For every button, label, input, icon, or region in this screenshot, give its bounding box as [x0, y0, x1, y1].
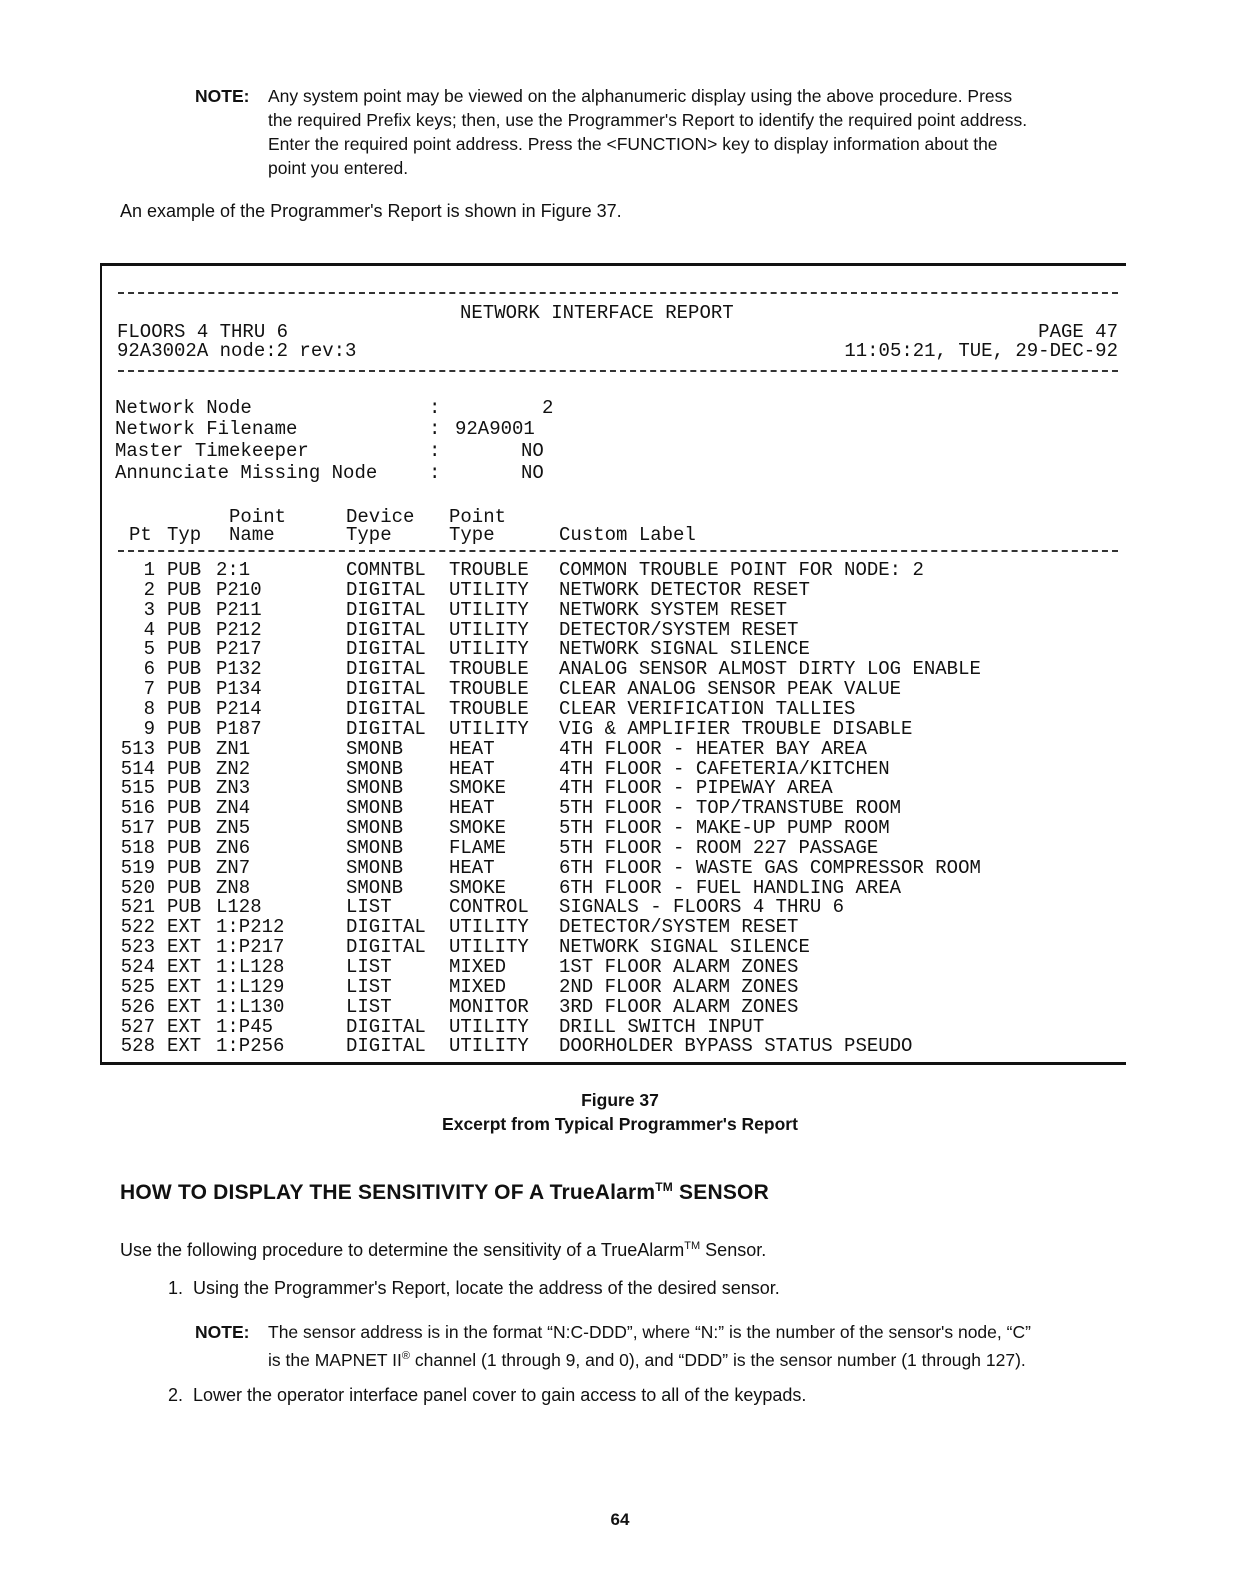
- col-header-point-type: Point: [449, 506, 507, 528]
- col-header-type: Type: [449, 524, 495, 546]
- cell-pt: 514: [120, 757, 155, 780]
- report-header-node: 92A3002A node:2 rev:3: [117, 340, 357, 362]
- cell-typ: PUB: [167, 559, 202, 581]
- cell-device: LIST: [346, 995, 392, 1018]
- cell-ptype: TROUBLE: [449, 658, 529, 681]
- cell-label: VIG & AMPLIFIER TROUBLE DISABLE: [559, 717, 913, 740]
- step-1: [168, 1276, 780, 1300]
- cell-ptype: UTILITY: [449, 717, 529, 740]
- cell-label: COMMON TROUBLE POINT FOR NODE: 2: [559, 559, 924, 581]
- cell-name: ZN1: [216, 737, 251, 760]
- cell-ptype: TROUBLE: [449, 697, 529, 720]
- cell-typ: PUB: [167, 678, 202, 701]
- cell-device: DIGITAL: [346, 936, 426, 959]
- cell-ptype: SMOKE: [449, 777, 507, 800]
- cell-label: NETWORK DETECTOR RESET: [559, 578, 810, 601]
- col-header-device: Device: [346, 506, 415, 528]
- cell-pt: 524: [120, 956, 155, 978]
- cell-name: L128: [216, 896, 262, 919]
- info-value: NO: [521, 462, 544, 484]
- cell-name: P214: [216, 697, 262, 720]
- cell-pt: 528: [120, 1035, 155, 1058]
- cell-name: ZN3: [216, 777, 251, 800]
- note-line: the required Prefix keys; then, use the Programmer's Report to identify the required point address.: [268, 110, 1028, 130]
- cell-device: SMONB: [346, 757, 404, 780]
- cell-label: DETECTOR/SYSTEM RESET: [559, 618, 799, 641]
- dashed-divider: [118, 370, 1118, 372]
- cell-ptype: TROUBLE: [449, 678, 529, 701]
- cell-device: LIST: [346, 956, 392, 978]
- cell-pt: 513: [120, 737, 155, 760]
- sensor-address-note: [195, 1320, 1115, 1372]
- dashed-divider: [118, 550, 1118, 552]
- cell-label: 4TH FLOOR - HEATER BAY AREA: [559, 737, 867, 760]
- step-2: [168, 1383, 806, 1407]
- cell-pt: 526: [120, 995, 155, 1018]
- cell-device: SMONB: [346, 777, 404, 800]
- cell-device: COMNTBL: [346, 559, 426, 581]
- cell-ptype: UTILITY: [449, 578, 529, 601]
- info-value: NO: [521, 440, 544, 462]
- cell-ptype: MONITOR: [449, 995, 529, 1018]
- cell-device: DIGITAL: [346, 618, 426, 641]
- cell-name: 1:P256: [216, 1035, 285, 1058]
- cell-ptype: TROUBLE: [449, 559, 529, 581]
- cell-typ: PUB: [167, 697, 202, 720]
- cell-pt: 2: [143, 578, 155, 601]
- info-label: Annunciate Missing Node: [115, 462, 378, 484]
- cell-device: SMONB: [346, 836, 404, 859]
- info-value: 92A9001: [455, 418, 535, 440]
- cell-name: 1:L130: [216, 995, 285, 1018]
- cell-name: ZN5: [216, 817, 251, 840]
- cell-ptype: UTILITY: [449, 598, 529, 621]
- col-header-point: Point: [229, 506, 287, 528]
- cell-ptype: UTILITY: [449, 1035, 529, 1058]
- cell-name: 1:L128: [216, 956, 285, 978]
- cell-device: DIGITAL: [346, 1035, 426, 1058]
- cell-label: 1ST FLOOR ALARM ZONES: [559, 956, 799, 978]
- note-line: Enter the required point address. Press the <FUNCTION> key to display information about the: [268, 134, 998, 154]
- cell-name: ZN7: [216, 856, 251, 879]
- cell-name: P210: [216, 578, 262, 601]
- section-heading: HOW TO DISPLAY THE SENSITIVITY OF A TrueAlarm™ SENSOR: [120, 1180, 769, 1204]
- cell-device: DIGITAL: [346, 598, 426, 621]
- cell-ptype: HEAT: [449, 856, 495, 879]
- cell-typ: PUB: [167, 658, 202, 681]
- cell-pt: 521: [120, 896, 155, 919]
- report-page-number: PAGE 47: [1038, 321, 1118, 343]
- cell-ptype: MIXED: [449, 956, 507, 978]
- cell-typ: PUB: [167, 757, 202, 780]
- cell-typ: PUB: [167, 777, 202, 800]
- cell-device: DIGITAL: [346, 658, 426, 681]
- cell-pt: 520: [120, 876, 155, 899]
- cell-device: DIGITAL: [346, 678, 426, 701]
- cell-pt: 1: [143, 559, 155, 581]
- cell-pt: 5: [143, 638, 155, 661]
- info-value: 2: [542, 397, 554, 419]
- info-label: Network Node: [115, 397, 252, 419]
- cell-pt: 516: [120, 797, 155, 820]
- col-header-name: Name: [229, 524, 275, 546]
- cell-pt: 3: [143, 598, 155, 621]
- step-number: 2.: [168, 1385, 184, 1405]
- cell-typ: EXT: [167, 1015, 202, 1038]
- info-label: Master Timekeeper: [115, 440, 309, 462]
- cell-label: DRILL SWITCH INPUT: [559, 1015, 765, 1038]
- note-label: NOTE:: [195, 1322, 250, 1342]
- cell-pt: 525: [120, 975, 155, 998]
- cell-device: SMONB: [346, 876, 404, 899]
- col-header-device-type: Type: [346, 524, 392, 546]
- cell-typ: PUB: [167, 797, 202, 820]
- cell-device: LIST: [346, 896, 392, 919]
- cell-label: NETWORK SYSTEM RESET: [559, 598, 788, 621]
- note-line: is the MAPNET II® channel (1 through 9, and 0), and “DDD” is the sensor number (1 through 127).: [268, 1349, 1026, 1370]
- cell-name: ZN2: [216, 757, 251, 780]
- cell-typ: PUB: [167, 737, 202, 760]
- cell-label: NETWORK SIGNAL SILENCE: [559, 936, 810, 959]
- cell-ptype: UTILITY: [449, 618, 529, 641]
- cell-typ: PUB: [167, 638, 202, 661]
- cell-pt: 7: [143, 678, 155, 701]
- info-colon: :: [429, 418, 441, 440]
- info-colon: :: [429, 440, 441, 462]
- page-number: 64: [610, 1510, 630, 1529]
- programmers-report: [100, 263, 1126, 1065]
- cell-typ: EXT: [167, 975, 202, 998]
- figure-number: Figure 37: [581, 1090, 659, 1110]
- cell-typ: EXT: [167, 936, 202, 959]
- cell-pt: 8: [143, 697, 155, 720]
- cell-label: ANALOG SENSOR ALMOST DIRTY LOG ENABLE: [559, 658, 981, 681]
- col-header-custom-label: Custom Label: [559, 524, 696, 546]
- cell-label: 2ND FLOOR ALARM ZONES: [559, 975, 799, 998]
- cell-typ: EXT: [167, 995, 202, 1018]
- cell-name: ZN6: [216, 836, 251, 859]
- cell-label: 5TH FLOOR - ROOM 227 PASSAGE: [559, 836, 879, 859]
- col-header-pt: Pt: [129, 524, 152, 546]
- section-intro: Use the following procedure to determine the sensitivity of a TrueAlarm™ Sensor.: [120, 1240, 767, 1260]
- dashed-divider: [118, 292, 1118, 294]
- step-number: 1.: [168, 1278, 184, 1298]
- cell-pt: 523: [120, 936, 155, 959]
- cell-device: DIGITAL: [346, 916, 426, 939]
- cell-device: SMONB: [346, 817, 404, 840]
- cell-pt: 518: [120, 836, 155, 859]
- figure-caption: Excerpt from Typical Programmer's Report: [442, 1114, 798, 1134]
- cell-name: 1:P45: [216, 1015, 274, 1038]
- cell-typ: PUB: [167, 578, 202, 601]
- cell-device: DIGITAL: [346, 697, 426, 720]
- note-line: point you entered.: [268, 158, 409, 178]
- cell-label: SIGNALS - FLOORS 4 THRU 6: [559, 896, 845, 919]
- note-line: Any system point may be viewed on the alphanumeric display using the above procedure. Press: [268, 86, 1013, 106]
- cell-typ: PUB: [167, 717, 202, 740]
- cell-device: DIGITAL: [346, 578, 426, 601]
- cell-pt: 519: [120, 856, 155, 879]
- cell-device: SMONB: [346, 737, 404, 760]
- cell-label: 5TH FLOOR - TOP/TRANSTUBE ROOM: [559, 797, 902, 820]
- cell-ptype: UTILITY: [449, 936, 529, 959]
- info-colon: :: [429, 462, 441, 484]
- cell-ptype: SMOKE: [449, 817, 507, 840]
- cell-label: CLEAR ANALOG SENSOR PEAK VALUE: [559, 678, 902, 701]
- cell-ptype: HEAT: [449, 797, 495, 820]
- cell-label: 5TH FLOOR - MAKE-UP PUMP ROOM: [559, 817, 890, 840]
- cell-label: 4TH FLOOR - PIPEWAY AREA: [559, 777, 833, 800]
- cell-label: 4TH FLOOR - CAFETERIA/KITCHEN: [559, 757, 890, 780]
- cell-pt: 517: [120, 817, 155, 840]
- cell-typ: PUB: [167, 896, 202, 919]
- cell-pt: 515: [120, 777, 155, 800]
- cell-typ: PUB: [167, 618, 202, 641]
- cell-pt: 6: [143, 658, 155, 681]
- cell-label: 3RD FLOOR ALARM ZONES: [559, 995, 799, 1018]
- intro-paragraph: An example of the Programmer's Report is shown in Figure 37.: [120, 201, 622, 221]
- cell-device: SMONB: [346, 856, 404, 879]
- cell-label: CLEAR VERIFICATION TALLIES: [559, 697, 856, 720]
- cell-name: P187: [216, 717, 262, 740]
- cell-pt: 522: [120, 916, 155, 939]
- cell-device: SMONB: [346, 797, 404, 820]
- cell-ptype: FLAME: [449, 836, 507, 859]
- cell-device: DIGITAL: [346, 717, 426, 740]
- cell-label: NETWORK SIGNAL SILENCE: [559, 638, 810, 661]
- cell-typ: PUB: [167, 856, 202, 879]
- cell-typ: PUB: [167, 817, 202, 840]
- cell-typ: PUB: [167, 876, 202, 899]
- cell-ptype: MIXED: [449, 975, 507, 998]
- cell-ptype: UTILITY: [449, 1015, 529, 1038]
- info-label: Network Filename: [115, 418, 298, 440]
- cell-name: 1:L129: [216, 975, 285, 998]
- cell-typ: EXT: [167, 956, 202, 978]
- cell-name: P212: [216, 618, 262, 641]
- note-block: [195, 84, 1115, 180]
- cell-ptype: SMOKE: [449, 876, 507, 899]
- cell-name: P217: [216, 638, 262, 661]
- cell-ptype: HEAT: [449, 737, 495, 760]
- cell-pt: 527: [120, 1015, 155, 1038]
- cell-device: DIGITAL: [346, 638, 426, 661]
- cell-ptype: UTILITY: [449, 916, 529, 939]
- cell-ptype: CONTROL: [449, 896, 529, 919]
- report-timestamp: 11:05:21, TUE, 29-DEC-92: [844, 340, 1118, 362]
- info-colon: :: [429, 397, 441, 419]
- cell-name: 1:P217: [216, 936, 285, 959]
- cell-name: 2:1: [216, 559, 251, 581]
- note-line: The sensor address is in the format “N:C-DDD”, where “N:” is the number of the sensor's node, “C”: [268, 1322, 1031, 1342]
- cell-typ: PUB: [167, 598, 202, 621]
- cell-label: 6TH FLOOR - WASTE GAS COMPRESSOR ROOM: [559, 856, 981, 879]
- cell-name: P211: [216, 598, 262, 621]
- col-header-typ: Typ: [167, 524, 202, 546]
- cell-label: DOORHOLDER BYPASS STATUS PSEUDO: [559, 1035, 913, 1058]
- cell-name: 1:P212: [216, 916, 285, 939]
- step-text: Lower the operator interface panel cover to gain access to all of the keypads.: [193, 1385, 807, 1405]
- cell-pt: 4: [143, 618, 155, 641]
- cell-name: ZN8: [216, 876, 251, 899]
- cell-typ: PUB: [167, 836, 202, 859]
- report-title: NETWORK INTERFACE REPORT: [460, 302, 734, 324]
- cell-ptype: UTILITY: [449, 638, 529, 661]
- cell-label: 6TH FLOOR - FUEL HANDLING AREA: [559, 876, 902, 899]
- cell-name: P132: [216, 658, 262, 681]
- cell-name: P134: [216, 678, 262, 701]
- step-text: Using the Programmer's Report, locate the address of the desired sensor.: [193, 1278, 780, 1298]
- note-label: NOTE:: [195, 86, 250, 106]
- report-header-floors: FLOORS 4 THRU 6: [117, 321, 289, 343]
- cell-pt: 9: [143, 717, 155, 740]
- cell-ptype: HEAT: [449, 757, 495, 780]
- cell-name: ZN4: [216, 797, 251, 820]
- cell-typ: EXT: [167, 1035, 202, 1058]
- cell-device: DIGITAL: [346, 1015, 426, 1038]
- cell-device: LIST: [346, 975, 392, 998]
- cell-label: DETECTOR/SYSTEM RESET: [559, 916, 799, 939]
- cell-typ: EXT: [167, 916, 202, 939]
